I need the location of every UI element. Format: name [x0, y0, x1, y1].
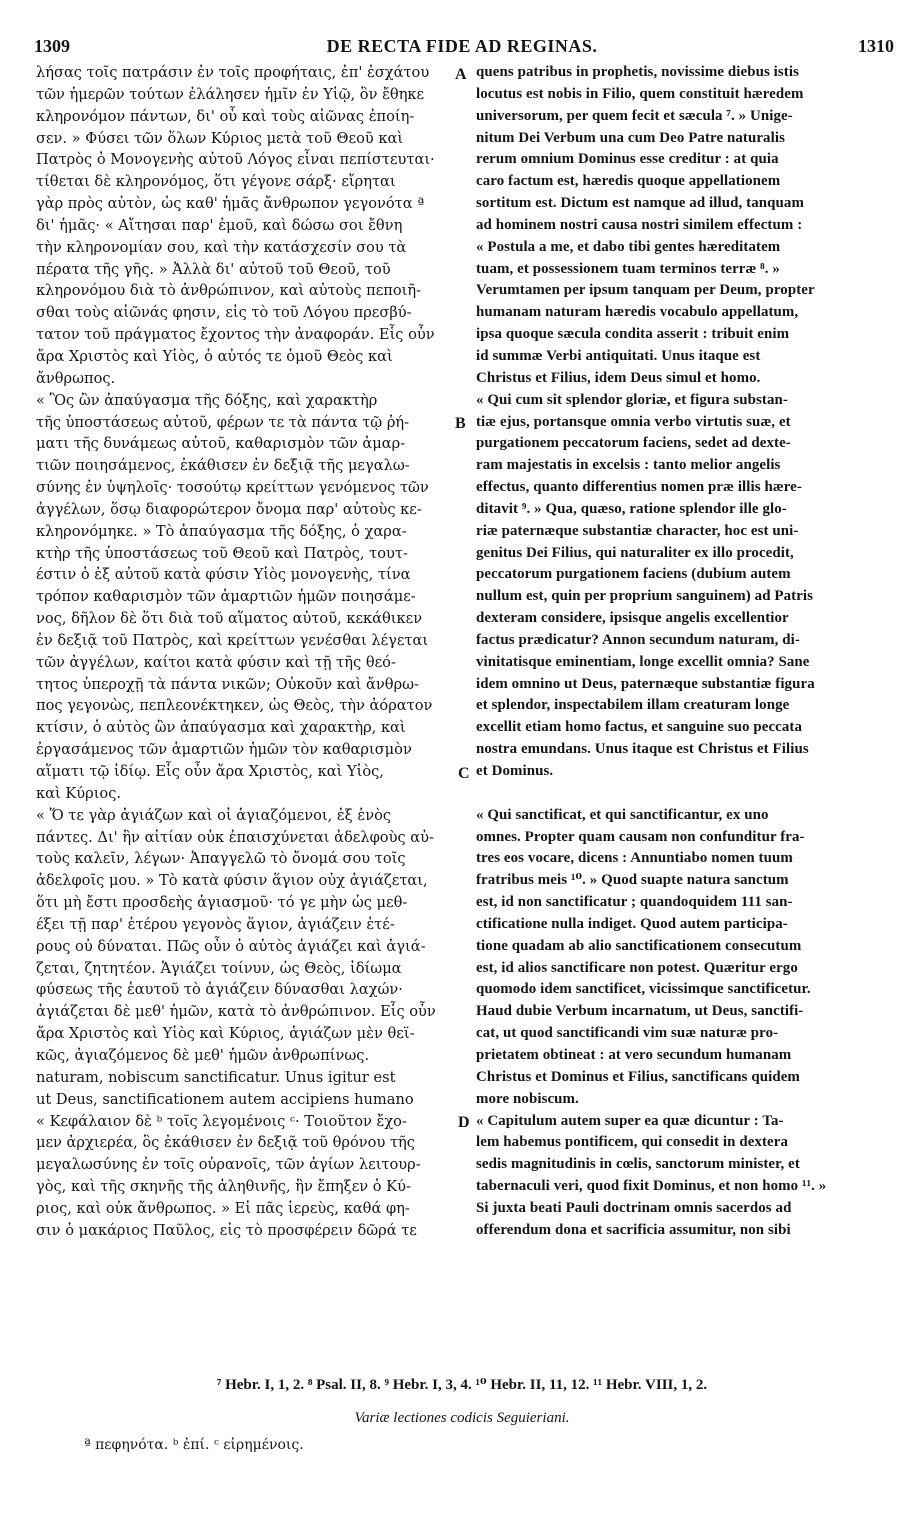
latin-text-line: quens patribus in prophetis, novissime diebus istis	[476, 64, 800, 80]
greek-text-line: μεγαλωσύνης ἐν τοῖς οὐρανοῖς, τῶν ἁγίων λειτουρ-	[36, 1156, 421, 1174]
greek-text-line: ἀδελφοῖς μου. » Τὸ κατὰ φύσιν ἅγιον οὐχ ἁγιάζεται,	[36, 872, 428, 890]
variant-readings-heading: Variæ lectiones codicis Seguieriani.	[354, 1410, 570, 1426]
greek-text-line: τῶν ἀγγέλων, καίτοι κατὰ φύσιν καὶ τῇ τῆς θεό-	[36, 653, 396, 671]
latin-text-line: peccatorum purgationem faciens (dubium autem	[476, 566, 791, 583]
greek-text-line: φύσεως τῆς ἑαυτοῦ τὸ ἁγιάζειν δύνασθαι λαχών·	[36, 981, 403, 999]
greek-text-line: ἀγγέλων, ὅσῳ διαφορώτερον ὄνομα παρ' αὐτοὺς κε-	[36, 500, 422, 518]
latin-text-line: factus prædicatur? Annon secundum naturam, di-	[476, 631, 800, 648]
latin-text-line: tiæ ejus, portansque omnia verbo virtutis suæ, et	[476, 413, 791, 430]
latin-text-line: idem omnino ut Deus, paternæque substantiæ figura	[476, 675, 815, 692]
latin-text-line: nitum Dei Verbum una cum Deo Patre naturalis	[476, 129, 785, 146]
latin-text-line: id summæ Verbi antiquitati. Unus itaque est	[476, 347, 761, 364]
latin-text-line: cat, ut quod sanctificandi vim suæ naturæ pro-	[476, 1025, 779, 1042]
greek-text-line: κῶς, ἁγιαζόμενος δὲ μεθ' ἡμῶν ἀνθρωπίνως.	[36, 1046, 370, 1064]
latin-text-line: et Dominus.	[476, 763, 554, 779]
greek-text-line: σιν ὁ μακάριος Παῦλος, εἰς τὸ προσφέρειν δῶρά τε	[36, 1221, 417, 1239]
margin-letter-c: C	[458, 765, 470, 782]
greek-text-line: καὶ Κύριος.	[36, 784, 122, 802]
greek-text-line: τητος ὑπεροχῇ τὰ πάντα νικῶν; Οὐκοῦν καὶ ἄνθρω-	[36, 675, 419, 693]
latin-text-line: tabernaculi veri, quod fixit Dominus, et non homo ¹¹. »	[476, 1178, 827, 1195]
latin-text-line: excellit etiam homo factus, et sanguine suo peccata	[476, 719, 803, 736]
greek-text-line: ρους οὐ δύναται. Πῶς οὖν ὁ αὐτὸς ἁγιάζει καὶ ἁγιά-	[36, 937, 426, 955]
latin-text-line: nostra emundans. Unus itaque est Christus et Filius	[476, 741, 809, 758]
greek-text-line: έστιν ὁ ἐξ αὐτοῦ κατὰ φύσιν Υἱὸς μονογενὴς, τίνα	[36, 566, 411, 584]
latin-text-line: ipsa quoque sæcula condita asserit : tribuit enim	[476, 326, 790, 343]
latin-text-line: more nobiscum.	[476, 1090, 579, 1107]
greek-text-line: τατον τοῦ πράγματος ἔχοντος τὴν ἀναφοράν. Εἷς οὖν	[36, 326, 435, 344]
latin-text-line: ctificatione nulla indiget. Quod autem participa-	[476, 915, 788, 932]
greek-text-line: ἄρα Χριστὸς καὶ Υἱὸς, ὁ αὐτός τε ὁμοῦ Θεὸς καὶ	[36, 347, 393, 365]
latin-column	[476, 62, 896, 1242]
greek-text-line: ἄρα Χριστὸς καὶ Υἱὸς καὶ Κύριος, ἁγιάζων μὲν θεϊ-	[36, 1025, 415, 1043]
greek-text-line: κληρονόμον πάντων, δι' οὗ καὶ τοὺς αἰῶνας ἐποίη-	[36, 107, 415, 125]
greek-text-line: σύνης ἐν ὑψηλοῖς· τοσούτῳ κρείττων γενόμενος τῶν	[36, 479, 429, 497]
page-number-left: 1309	[34, 36, 70, 56]
latin-text-line: universorum, per quem fecit et sæcula ⁷. » Unige-	[476, 107, 793, 124]
greek-text-line: τῶν ἡμερῶν τούτων ἐλάλησεν ἡμῖν ἐν Υἱῷ, ὃν ἔθηκε	[36, 85, 425, 103]
latin-text-line: effectus, quanto differentius nomen præ illis hære-	[476, 479, 802, 496]
latin-text-line: « Capitulum autem super ea quæ dicuntur : Ta-	[476, 1112, 784, 1129]
latin-text-line: est, id alios sanctificare non potest. Quæritur ergo	[476, 959, 798, 976]
greek-text-line: έξει τῇ παρ' ἑτέρου γεγονὸς ἅγιον, ἁγιάζειν ἑτέ-	[36, 915, 395, 933]
greek-text-line: πέρατα τῆς γῆς. » Ἀλλὰ δι' αὐτοῦ τοῦ Θεοῦ, τοῦ	[36, 260, 391, 278]
latin-text-line: tione quadam ab alio sanctificationem consecutum	[476, 937, 802, 954]
greek-text-line: « Ὅ τε γὰρ ἁγιάζων καὶ οἱ ἁγιαζόμενοι, ἐξ ἑνὸς	[36, 806, 392, 824]
latin-text-line: purgationem peccatorum faciens, sedet ad dexte-	[476, 435, 791, 452]
latin-text-line: ditavit ⁹. » Qua, quæso, ratione splendor ille glo-	[476, 500, 787, 517]
greek-text-line: κτίσιν, ὁ αὐτὸς ὢν ἀπαύγασμα καὶ χαρακτὴρ, καὶ	[36, 719, 406, 737]
latin-text-line: genitus Dei Filius, qui naturaliter ex illo procedit,	[476, 544, 794, 561]
latin-text-line	[476, 783, 896, 805]
greek-text-line: ἁγιάζεται δὲ μεθ' ἡμῶν, κατὰ τὸ ἀνθρώπινον. Εἷς οὖν	[36, 1003, 436, 1021]
latin-text-line: prietatem obtineat : at vero secundum humanam	[476, 1046, 792, 1063]
latin-text-line: tres eos vocare, dicens : Annuntiabo nomen tuum	[476, 850, 793, 867]
latin-text-line: riæ paternæque substantiæ character, hoc est uni-	[476, 522, 799, 539]
greek-text-line: μεν ἀρχιερέα, ὃς ἐκάθισεν ἐν δεξιᾷ τοῦ θρόνου τῆς	[36, 1134, 415, 1152]
greek-text-line: πάντες. Δι' ἣν αἰτίαν οὐκ ἐπαισχύνεται ἀδελφοὺς αὐ-	[36, 828, 434, 846]
greek-text-line: πος γεγονὼς, πεπλεονέκτηκεν, ὡς Θεὸς, τὴν ἀόρατον	[36, 697, 433, 715]
greek-text-line: κληρονόμηκε. » Τὸ ἀπαύγασμα τῆς δόξης, ὁ χαρα-	[36, 522, 407, 540]
greek-text-line: ἄνθρωπος.	[36, 369, 116, 387]
greek-text-line: τὴν κληρονομίαν σου, καὶ τὴν κατάσχεσίν σου τὰ	[36, 238, 407, 256]
margin-letter-b: B	[455, 415, 466, 432]
latin-text-line: Christus et Filius, idem Deus simul et homo.	[476, 369, 761, 386]
greek-text-line: ματι τῆς δυνάμεως αὐτοῦ, καθαρισμὸν τῶν ἁμαρ-	[36, 435, 406, 453]
latin-text-line: ad hominem nostri causa nostri similem effectum :	[476, 216, 803, 233]
greek-text-line: γὰρ πρὸς αὐτὸν, ὡς καθ' ἡμᾶς ἄνθρωπον γεγονότα ª	[36, 195, 425, 213]
greek-text-line: ἐν δεξιᾷ τοῦ Πατρὸς, καὶ κρείττων γενέσθαι λέγεται	[36, 631, 429, 649]
greek-text-line: τιῶν ποιησάμενος, ἐκάθισεν ἐν δεξιᾷ τῆς μεγαλω-	[36, 457, 410, 475]
greek-text-line: Πατρὸς ὁ Μονογενὴς αὐτοῦ Λόγος εἶναι πεπίστευται·	[36, 151, 435, 169]
greek-text-line: « Κεφάλαιον δὲ ᵇ τοῖς λεγομένοις ᶜ· Τοιοῦτον ἔχο-	[36, 1112, 407, 1130]
greek-text-line: κτὴρ τῆς ὑποστάσεως τοῦ Θεοῦ καὶ Πατρὸς, τουτ-	[36, 544, 408, 562]
latin-text-line: « Qui sanctificat, et qui sanctificantur, ex uno	[476, 806, 769, 823]
latin-text-line: caro factum est, hæredis quoque appellationem	[476, 173, 781, 190]
latin-text-line: vinitatisque eminentiam, longe excellit omnia? Sane	[476, 653, 810, 670]
greek-text-line: τῆς ὑποστάσεως αὐτοῦ, φέρων τε τὰ πάντα τῷ ῥή-	[36, 413, 410, 431]
greek-column	[36, 62, 456, 1242]
margin-letter-a: A	[455, 66, 467, 83]
greek-text-line: ut Deus, sanctificationem autem accipiens humano	[36, 1090, 414, 1108]
margin-letter-d: D	[458, 1114, 470, 1131]
latin-text-line: dexteram considere, ipsisque angelis excellentior	[476, 610, 789, 627]
greek-text-line: δι' ἡμᾶς· « Αἴτησαι παρ' ἐμοῦ, καὶ δώσω σοι ἔθνη	[36, 216, 403, 234]
greek-text-line: αἵματι τῷ ἰδίῳ. Εἷς οὖν ἄρα Χριστὸς, καὶ Υἱὸς,	[36, 763, 384, 780]
latin-text-line: nullum est, quin per proprium sanguinem) ad Patris	[476, 588, 814, 605]
latin-text-line: Verumtamen per ipsum tanquam per Deum, propter	[476, 282, 815, 299]
latin-text-line: quomodo idem sanctificet, vicissimque sanctificetur.	[476, 981, 811, 998]
greek-text-line: naturam, nobiscum sanctificatur. Unus igitur est	[36, 1068, 396, 1086]
latin-text-line: locutus est nobis in Filio, quem constituit hæredem	[476, 85, 804, 102]
greek-text-line: νος, δῆλον δὲ ὅτι διὰ τοῦ αἵματος αὐτοῦ, κεκάθικεν	[36, 610, 423, 628]
latin-text-line: lem habemus pontificem, qui consedit in dextera	[476, 1134, 789, 1151]
latin-text-line: sortitum est. Dictum est namque ad illud, tanquam	[476, 195, 804, 212]
greek-text-line: τρόπον καθαρισμὸν τῶν ἁμαρτιῶν ἡμῶν ποιησάμε-	[36, 588, 416, 606]
page-number-right: 1310	[858, 36, 894, 56]
latin-text-line: ram majestatis in excelsis : tanto melior angelis	[476, 457, 781, 474]
greek-text-line: ζεται, ζητητέον. Ἁγιάζει τοίνυν, ὡς Θεὸς, ἰδίωμα	[36, 959, 402, 977]
latin-text-line: et splendor, inspectabilem illam creaturam longe	[476, 697, 790, 714]
latin-text-line: omnes. Propter quam causam non confunditur fra-	[476, 828, 805, 845]
greek-text-line: κληρονόμου διὰ τὸ ἀνθρώπινον, καὶ αὐτοὺς πεποιῆ-	[36, 282, 422, 300]
latin-text-line: tuam, et possessionem tuam terminos terræ ⁸. »	[476, 260, 780, 277]
latin-text-line: Si juxta beati Pauli doctrinam omnis sacerdos ad	[476, 1199, 792, 1216]
greek-text-line: « Ὃς ὢν ἀπαύγασμα τῆς δόξης, καὶ χαρακτὴρ	[36, 391, 378, 409]
variant-readings-line: ª πεφηνότα. ᵇ ἐπί. ᶜ εἰρημένοις.	[84, 1437, 304, 1453]
latin-text-line: Haud dubie Verbum incarnatum, ut Deus, sanctifi-	[476, 1003, 804, 1020]
latin-text-line: offerendum dona et sacrificia assumitur, non sibi	[476, 1221, 791, 1238]
latin-text-line: humanam naturam hæredis vocabulo appellatum,	[476, 304, 799, 321]
greek-text-line: ὅτι μὴ ἔστι προσδεὴς ἁγιασμοῦ· τό γε μὴν ὡς μεθ-	[36, 894, 408, 912]
greek-text-line: ἐργασάμενος τῶν ἁμαρτιῶν ἡμῶν τὸν καθαρισμὸν	[36, 741, 412, 759]
greek-text-line: σθαι τοὺς αἰῶνάς φησιν, εἰς τὸ τοῦ Λόγου πρεσβύ-	[36, 304, 412, 322]
greek-text-line: τοὺς καλεῖν, λέγων· Ἀπαγγελῶ τὸ ὄνομά σου τοῖς	[36, 850, 406, 868]
latin-text-line: « Qui cum sit splendor gloriæ, et figura substan-	[476, 391, 788, 408]
greek-text-line: ριος, καὶ οὐκ ἄνθρωπος. » Εἰ πᾶς ἱερεὺς, καθά φη-	[36, 1199, 410, 1217]
latin-text-line: sedis magnitudinis in cœlis, sanctorum minister, et	[476, 1156, 800, 1173]
latin-text-line: est, id non sanctificatur ; quandoquidem 111 san-	[476, 894, 793, 911]
greek-text-line: τίθεται δὲ κληρονόμος, ὅτι γέγονε σάρξ· εἴρηται	[36, 173, 396, 191]
greek-text-line: σεν. » Φύσει τῶν ὅλων Κύριος μετὰ τοῦ Θεοῦ καὶ	[36, 129, 404, 147]
running-title: DE RECTA FIDE AD REGINAS.	[326, 36, 598, 56]
latin-text-line: rerum omnium Dominus esse creditur : at quia	[476, 151, 779, 168]
latin-text-line: « Postula a me, et dabo tibi gentes hæreditatem	[476, 238, 781, 255]
scripture-footnotes: ⁷ Hebr. I, 1, 2. ⁸ Psal. II, 8. ⁹ Hebr. I, 3, 4. ¹⁰ Hebr. II, 11, 12. ¹¹ Hebr. VIII, 1, 2.	[216, 1377, 708, 1393]
latin-text-line: Christus et Dominus et Filius, sanctificans quidem	[476, 1068, 800, 1085]
greek-text-line: λήσας τοῖς πατράσιν ἐν τοῖς προφήταις, ἐπ' ἐσχάτου	[36, 64, 430, 81]
latin-text-line: fratribus meis ¹⁰. » Quod suapte natura sanctum	[476, 872, 789, 889]
greek-text-line: γὸς, καὶ τῆς σκηνῆς τῆς ἀληθινῆς, ἣν ἔπηξεν ὁ Κύ-	[36, 1178, 411, 1196]
